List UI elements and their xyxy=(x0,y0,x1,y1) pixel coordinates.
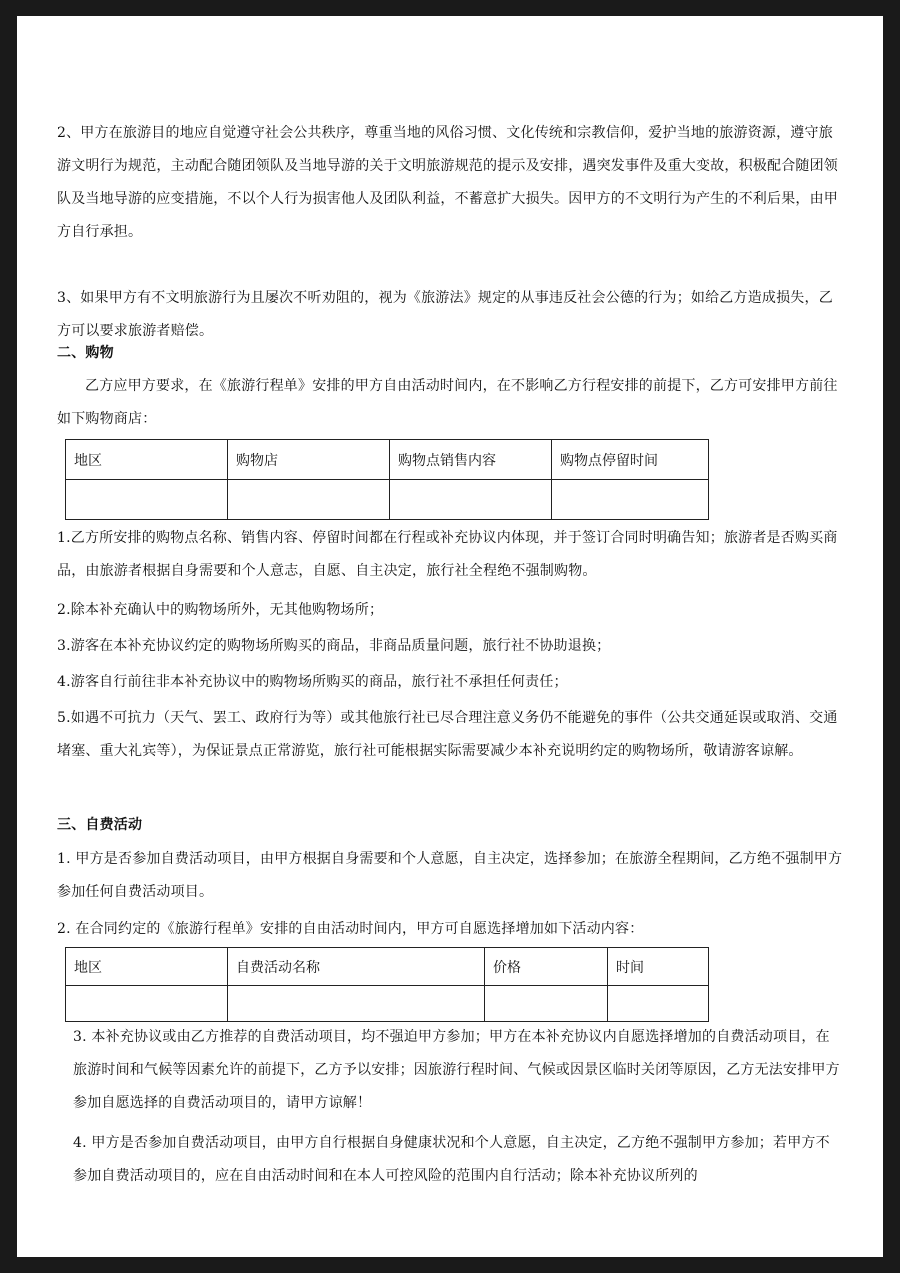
shopping-item-3: 3.游客在本补充协议约定的购物场所购买的商品，非商品质量问题，旅行社不协助退换； xyxy=(57,638,611,654)
table-header-cell: 地区 xyxy=(66,948,228,986)
document-page xyxy=(17,16,883,1257)
activity-clause-3: 3. 本补充协议或由乙方推荐的自费活动项目，均不强迫甲方参加；甲方在本补充协议内自愿选择增加的自费活动项目，在旅游时间和气候等因素允许的前提下，乙方予以安排；因旅游行程时间、气候或因景区临时关闭等原因，乙方无法安排甲方参加自愿选择的自费活动项目的，请甲方谅解！ xyxy=(73,1029,840,1111)
table-cell xyxy=(390,480,552,520)
table-header-cell: 自费活动名称 xyxy=(228,948,485,986)
clause-3: 3、如果甲方有不文明旅游行为且屡次不听劝阻的，视为《旅游法》规定的从事违反社会公德的行为；如给乙方造成损失，乙方可以要求旅游者赔偿。 xyxy=(57,290,833,339)
table-cell xyxy=(66,986,228,1022)
table-header-cell: 购物点销售内容 xyxy=(390,440,552,480)
table-header-row xyxy=(66,440,709,480)
table-cell xyxy=(228,480,390,520)
activity-clause-4: 4. 甲方是否参加自费活动项目，由甲方自行根据自身健康状况和个人意愿，自主决定，乙方绝不强制甲方参加；若甲方不参加自费活动项目的，应在自由活动时间和在本人可控风险的范围内自行活动；除本补充协议所列的 xyxy=(73,1135,830,1184)
table-row xyxy=(66,480,709,520)
table-header-cell: 购物点停留时间 xyxy=(552,440,709,480)
table-header-cell: 地区 xyxy=(66,440,228,480)
table-cell xyxy=(485,986,608,1022)
activity-clause-2: 2. 在合同约定的《旅游行程单》安排的自由活动时间内，甲方可自愿选择增加如下活动内容： xyxy=(57,921,644,937)
section-shopping-heading: 二、购物 xyxy=(57,345,114,361)
shopping-item-1: 1.乙方所安排的购物点名称、销售内容、停留时间都在行程或补充协议内体现，并于签订合同时明确告知；旅游者是否购买商品，由旅游者根据自身需要和个人意志，自愿、自主决定，旅行社全程绝不强制购物。 xyxy=(57,530,838,579)
table-header-cell: 购物店 xyxy=(228,440,390,480)
optional-activities-table xyxy=(65,947,709,1022)
table-row xyxy=(66,986,709,1022)
table-header-row xyxy=(66,948,709,986)
clause-2: 2、甲方在旅游目的地应自觉遵守社会公共秩序，尊重当地的风俗习惯、文化传统和宗教信仰，爱护当地的旅游资源，遵守旅游文明行为规范，主动配合随团领队及当地导游的关于文明旅游规范的提示及安排，遇突发事件及重大变故，积极配合随团领队及当地导游的应变措施，不以个人行为损害他人及团队利益，不蓄意扩大损失。因甲方的不文明行为产生的不利后果，由甲方自行承担。 xyxy=(57,125,838,240)
table-cell xyxy=(552,480,709,520)
table-cell xyxy=(66,480,228,520)
table-header-cell: 价格 xyxy=(485,948,608,986)
shopping-item-2: 2.除本补充确认中的购物场所外，无其他购物场所； xyxy=(57,602,384,618)
table-header-cell: 时间 xyxy=(608,948,709,986)
table-cell xyxy=(608,986,709,1022)
activity-clause-1: 1. 甲方是否参加自费活动项目，由甲方根据自身需要和个人意愿，自主决定，选择参加；在旅游全程期间，乙方绝不强制甲方参加任何自费活动项目。 xyxy=(57,851,843,900)
shopping-item-4: 4.游客自行前往非本补充协议中的购物场所购买的商品，旅行社不承担任何责任； xyxy=(57,674,568,690)
section-optional-activities-heading: 三、自费活动 xyxy=(57,817,143,833)
shopping-item-5: 5.如遇不可抗力（天气、罢工、政府行为等）或其他旅行社已尽合理注意义务仍不能避免的事件（公共交通延误或取消、交通堵塞、重大礼宾等），为保证景点正常游览，旅行社可能根据实际需要减少本补充说明约定的购物场所，敬请游客谅解。 xyxy=(57,710,838,759)
shopping-table xyxy=(65,439,709,520)
table-cell xyxy=(228,986,485,1022)
shopping-intro: 乙方应甲方要求，在《旅游行程单》安排的甲方自由活动时间内，在不影响乙方行程安排的前提下，乙方可安排甲方前往如下购物商店： xyxy=(57,378,838,427)
